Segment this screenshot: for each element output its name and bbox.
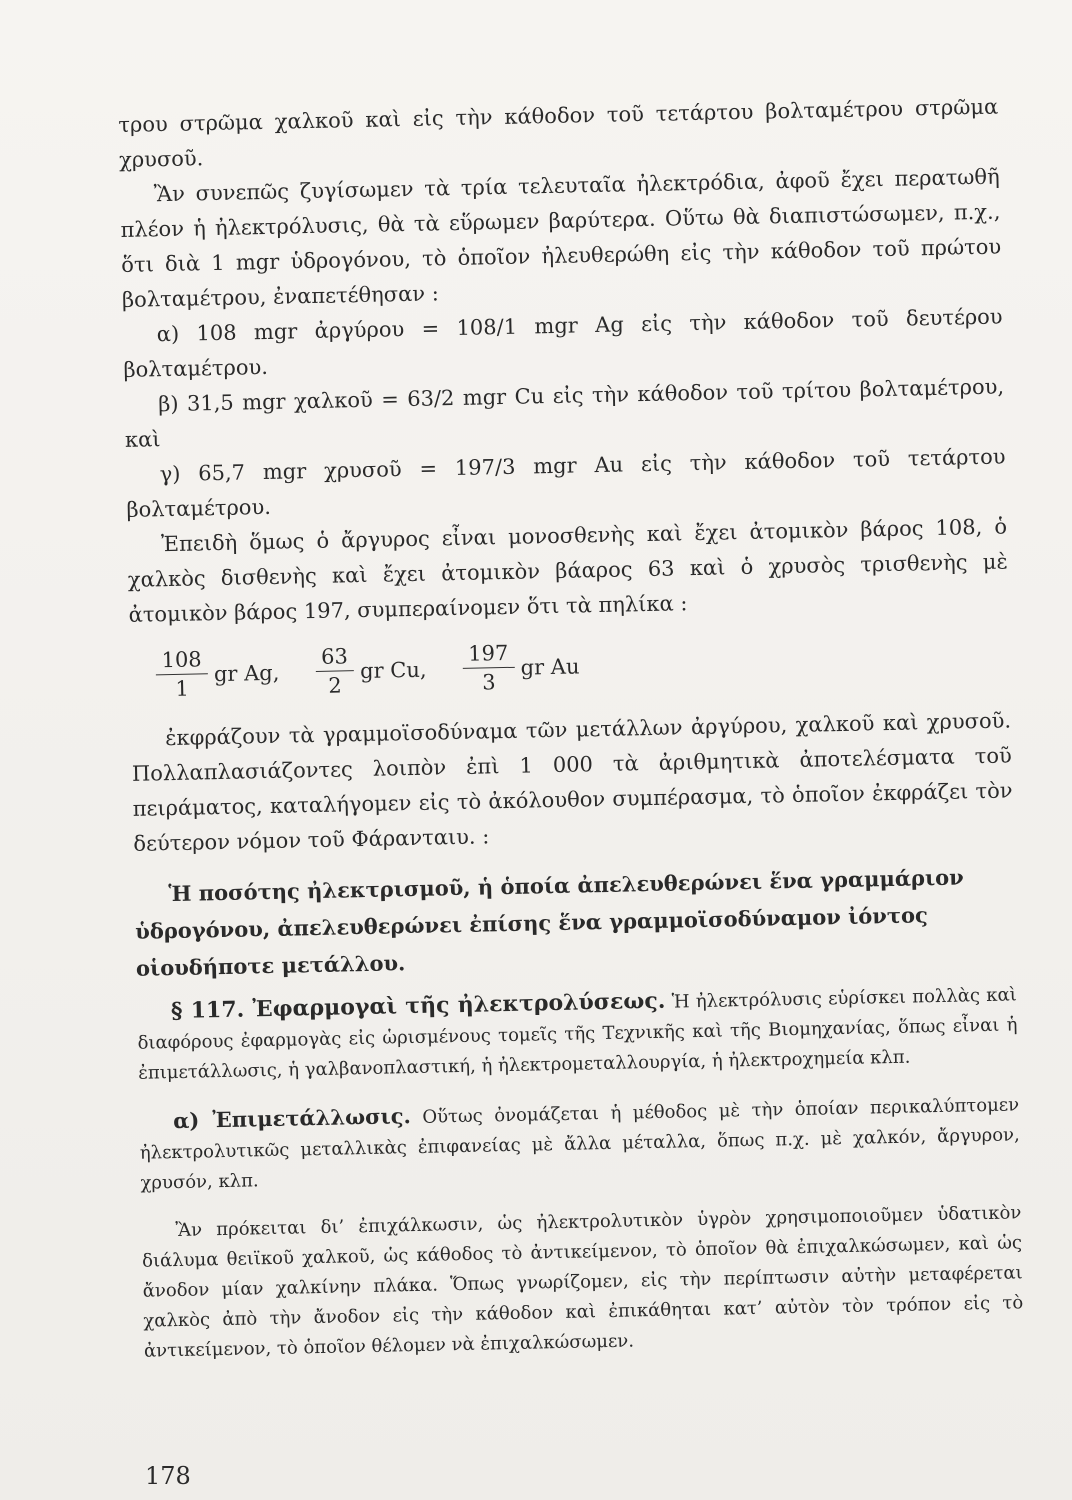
fraction-au	[462, 637, 580, 696]
paragraph-beta: β) 31,5 mgr χαλκοῦ = 63/2 mgr Cu εἰς τὴν κάθοδον τοῦ τρίτου βολταμέτρου, καὶ	[124, 374, 1005, 452]
page-text	[118, 90, 1025, 1385]
paragraph-1: τρου στρῶμα χαλκοῦ καὶ εἰς τὴν κάθοδον τοῦ τετάρτου βολταμέτρου στρῶμα χρυσοῦ.	[118, 94, 999, 172]
section-117	[137, 978, 1019, 1088]
subsection-a-text: Οὕτως ὀνομάζεται ἡ μέθοδος μὲ τὴν ὁποίαν περικαλύπτομεν ἠλεκτρολυτικῶς μεταλλικὰς ἐπιφανείας μὲ ἄλλα μέταλλα, ὅπως π.χ. μὲ χαλκόν, ἄργυρον, χρυσόν, κλπ.	[139, 1094, 1020, 1194]
quotients-formula	[155, 628, 1010, 703]
faraday-law-statement: Ἡ ποσότης ἠλεκτρισμοῦ, ἡ ὁποία ἀπελευθερώνει ἕνα γραμμάριον ὑδρογόνου, ἀπελευθερώνει ἐπίσης ἕνα γραμμοϊσοδύναμον ἰόντος οἱουδήποτε μετάλλου.	[134, 864, 964, 981]
fraction-ag-denominator: 1	[175, 676, 190, 701]
fraction-cu-denominator: 2	[328, 673, 342, 698]
fraction-ag-numerator: 108	[155, 645, 208, 675]
fraction-ag-unit: gr Ag,	[213, 660, 280, 686]
paragraph-since: Ἐπειδὴ ὅμως ὁ ἄργυρος εἶναι μονοσθενὴς καὶ ἔχει ἀτομικὸν βάρος 108, ὁ χαλκὸς δισθενὴς καὶ ἔχει ἀτομικὸν βάαρος 63 καὶ ὁ χρυσὸς τρισθενὴς μὲ ἀτομικὸν βάρος 197, συμπεραίνομεν ὅτι τὰ πηλίκα :	[127, 514, 1008, 627]
page-number: 178	[145, 1462, 191, 1490]
paragraph-gamma: γ) 65,7 mgr χρυσοῦ = 197/3 mgr Au εἰς τὴν κάθοδον τοῦ τετάρτου βολταμέτρου.	[126, 444, 1006, 522]
section-117-text: Ἡ ἠλεκτρόλυσις εὑρίσκει πολλὰς καὶ διαφόρους ἐφαρμογὰς εἰς ὡρισμένους τομεῖς τῆς Τεχνικῆς καὶ τῆς Βιομηχανίας, ὅπως εἶναι ἡ ἐπιμετάλλωσις, ἡ γαλβανοπλαστική, ἡ ἠλεκτρομεταλλουργία, ἡ ἠλεκτροχημεία κλπ.	[137, 984, 1018, 1084]
fraction-au-unit: gr Au	[520, 653, 580, 680]
paragraph-express: ἐκφράζουν τὰ γραμμοϊσοδύναμα τῶν μετάλλων ἀργύρου, χαλκοῦ καὶ χρυσοῦ. Πολλαπλασιάζοντες λοιπὸν ἐπὶ 1 000 τὰ ἀριθμητικὰ ἀποτελέσματα τοῦ πειράματος, καταλήγομεν εἰς τὸ ἀκόλουθον συμπέρασμα, τὸ ὁποῖον ἐκφράζει τὸν δεύτερον νόμον τοῦ Φάρανταιυ. :	[131, 708, 1013, 856]
fraction-au-numerator: 197	[462, 639, 515, 669]
paragraph-2: Ἂν συνεπῶς ζυγίσωμεν τὰ τρία τελευταῖα ἠλεκτρόδια, ἀφοῦ ἔχει περατωθῆ πλέον ἡ ἠλεκτρόλυσις, θὰ τὰ εὕρωμεν βαρύτερα. Οὕτω θὰ διαπιστώσωμεν, π.χ., ὅτι διὰ 1 mgr ὑδρογόνου, τὸ ὁποῖον ἠλευθερώθη εἰς τὴν κάθοδον τοῦ πρώτου βολταμέτρου, ἐναπετέθησαν :	[120, 164, 1002, 312]
subsection-a	[139, 1088, 1021, 1198]
fraction-cu-numerator: 63	[315, 642, 354, 672]
fraction-ag	[155, 644, 280, 704]
fraction-au-denominator: 3	[481, 670, 496, 695]
fraction-cu-unit: gr Cu,	[359, 657, 427, 683]
paragraph-alpha: α) 108 mgr ἀργύρου = 108/1 mgr Ag εἰς τὴν κάθοδον τοῦ δευτέρου βολταμέτρου.	[123, 304, 1003, 382]
fraction-cu	[315, 641, 427, 700]
subsection-a-heading: α) Ἐπιμετάλλωσις.	[172, 1103, 412, 1134]
section-117-heading: § 117. Ἐφαρμογαὶ τῆς ἠλεκτρολύσεως.	[170, 987, 666, 1025]
subsection-a-text-2: Ἂν πρόκειται δι’ ἐπιχάλκωσιν, ὡς ἠλεκτρολυτικὸν ὑγρὸν χρησιμοποιοῦμεν ὑδατικὸν διάλυμα θειϊκοῦ χαλκοῦ, ὡς κάθοδος τὸ ἀντικείμενον, τὸ ὁποῖον θὰ ἐπιχαλκώσωμεν, καὶ ὡς ἄνοδον μίαν χαλκίνην πλάκα. Ὅπως γνωρίζομεν, εἰς τὴν περίπτωσιν αὐτὴν μεταφέρεται χαλκὸς ἀπὸ τὴν ἄνοδον εἰς τὴν κάθοδον καὶ ἐπικάθηται κατ’ αὐτὸν τὸν τρόπον εἰς τὸ ἀντικείμενον, τὸ ὁποῖον θέλομεν νὰ ἐπιχαλκώσωμεν.	[141, 1202, 1024, 1362]
